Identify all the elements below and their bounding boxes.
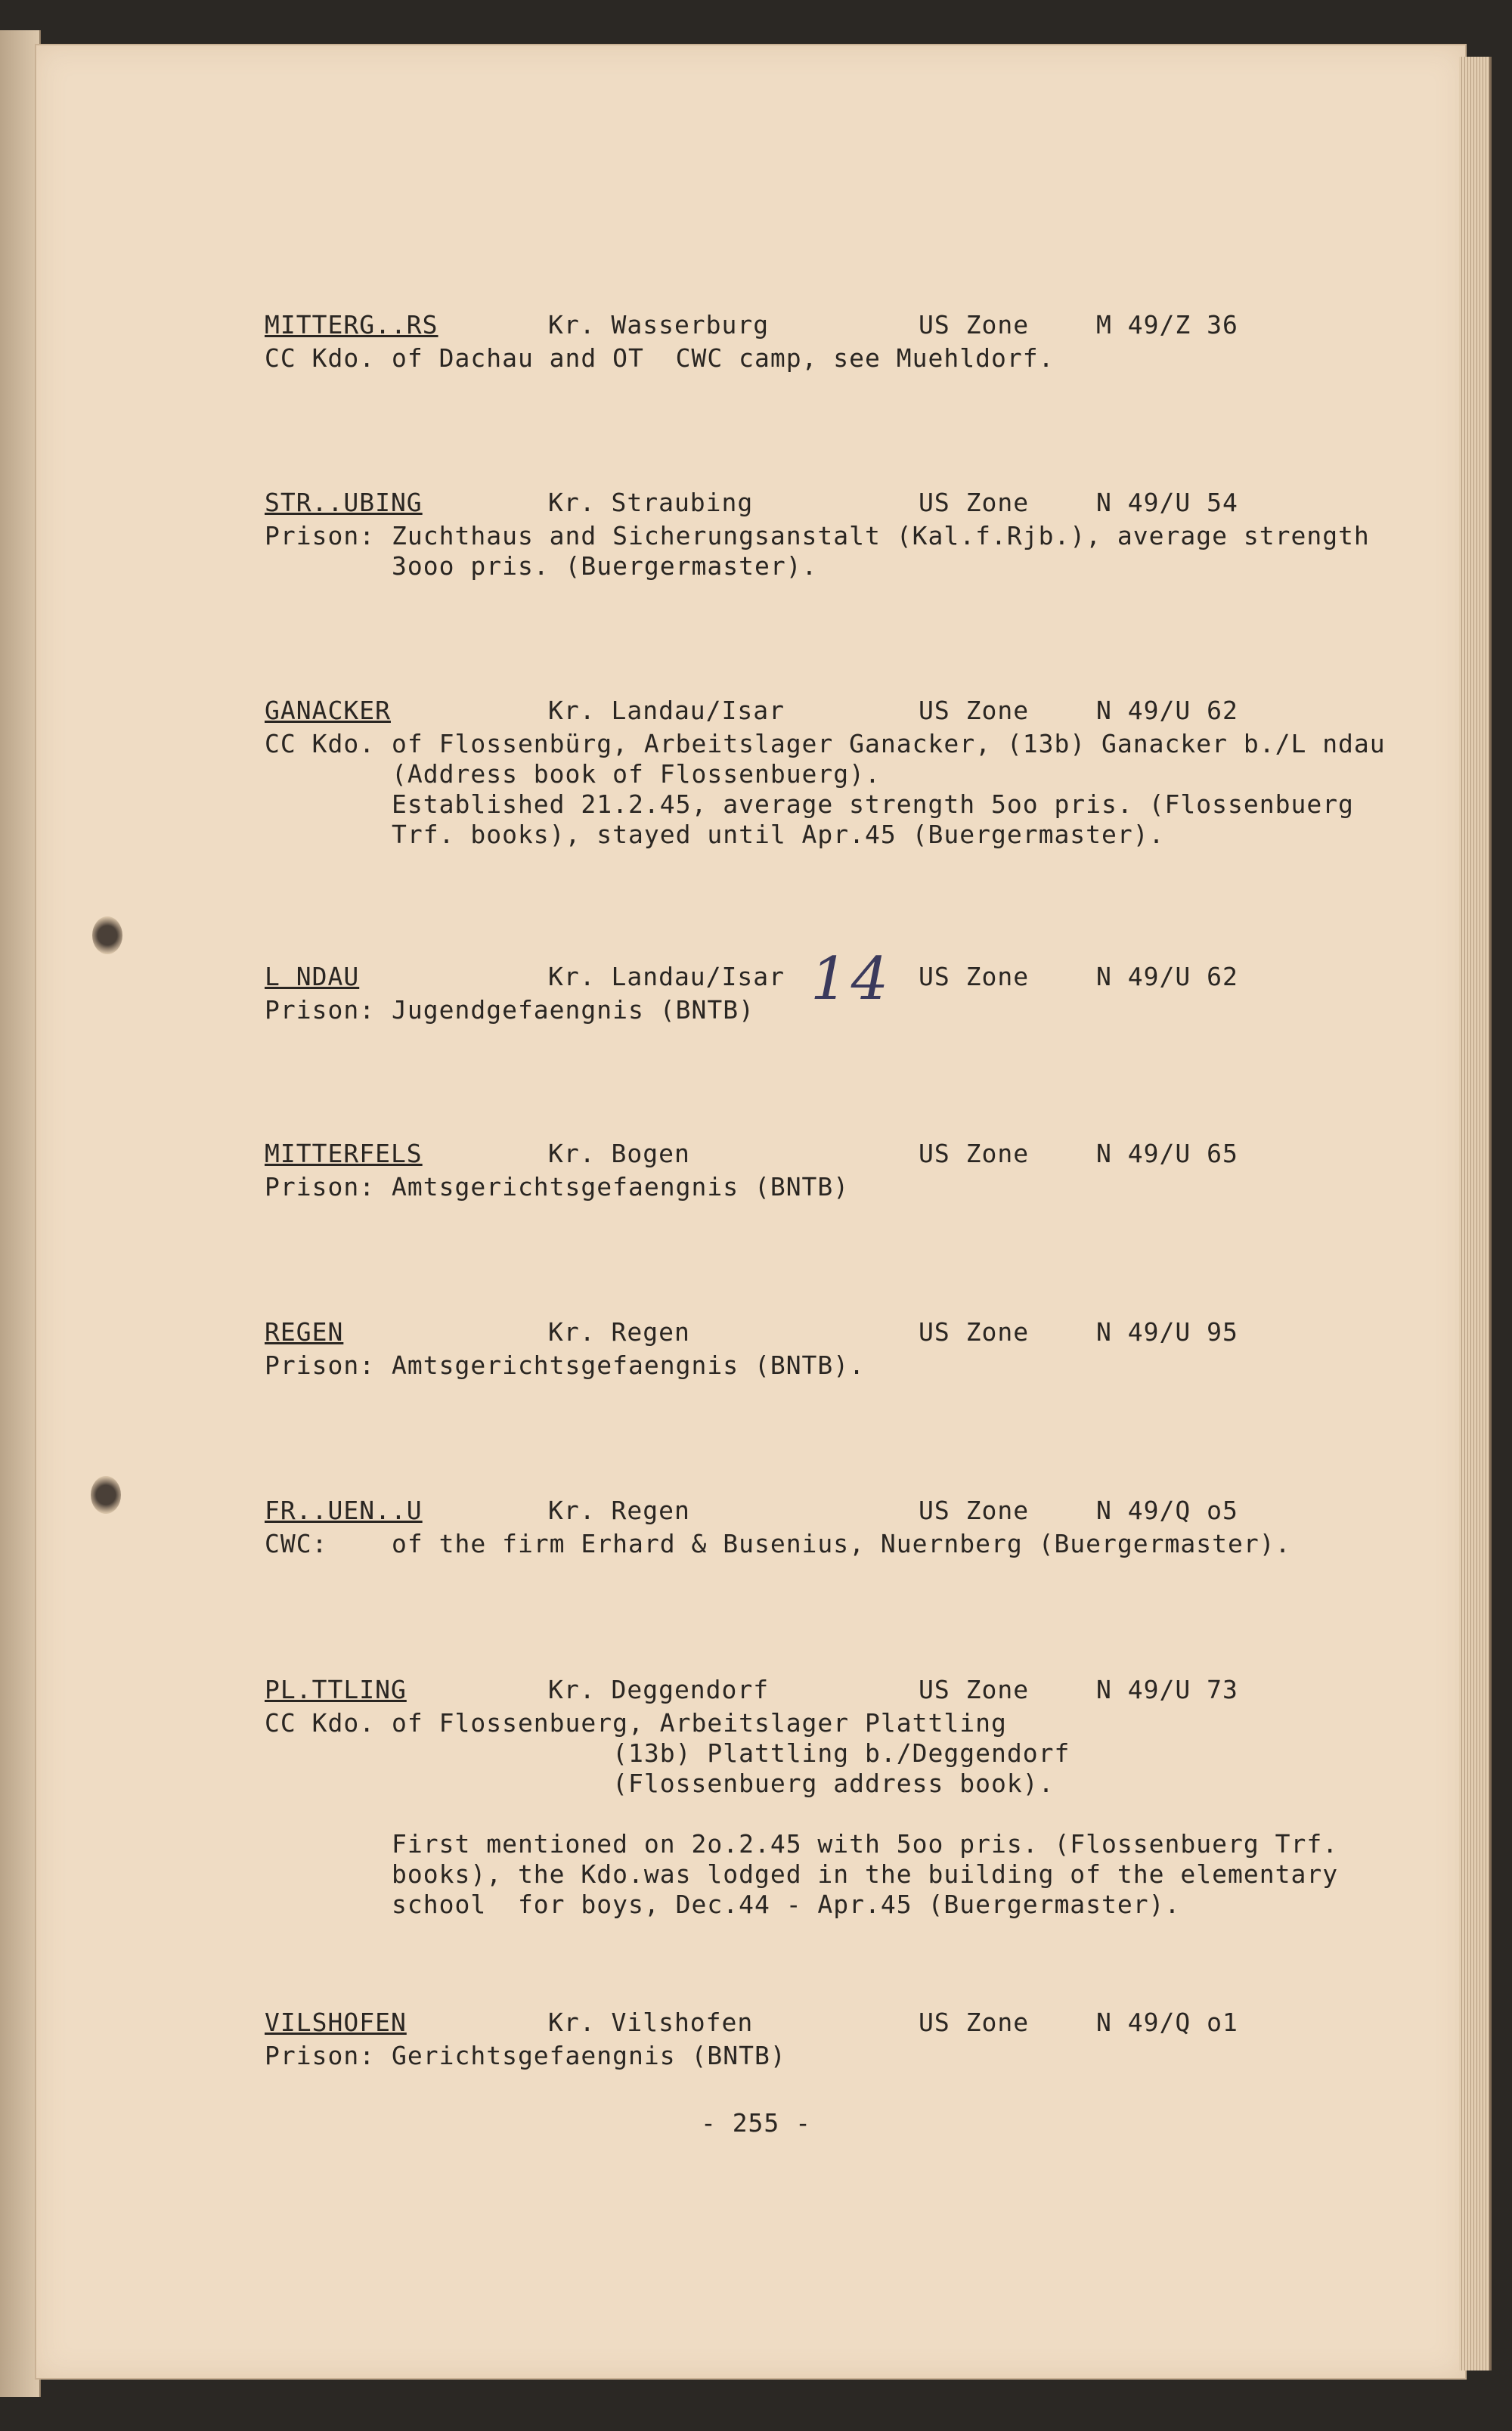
entry-body — [265, 1529, 1338, 1559]
grid-reference: N 49/U 54 — [1096, 488, 1238, 517]
zone: US Zone — [919, 2008, 1030, 2037]
place-name: STR..UBING — [265, 488, 423, 517]
entry-label: Prison: — [265, 2041, 376, 2070]
entry-body — [265, 1708, 1338, 1920]
entry-text: Jugendgefaengnis (BNTB) — [392, 995, 754, 1025]
zone: US Zone — [919, 1317, 1030, 1347]
entry-text: 3ooo pris. (Buergermaster). — [392, 551, 818, 581]
entry-text: of Dachau and OT CWC camp, see Muehldorf. — [392, 343, 1055, 373]
grid-reference: N 49/U 62 — [1096, 696, 1238, 725]
entry-text: (Address book of Flossenbuerg). — [392, 759, 881, 789]
entry-line — [265, 521, 1370, 551]
grid-reference: N 49/U 62 — [1096, 962, 1238, 991]
zone: US Zone — [919, 1139, 1030, 1168]
district: Kr. Deggendorf — [548, 1675, 770, 1704]
page-number: - 255 - — [700, 2108, 812, 2138]
place-name: L NDAU — [265, 962, 360, 991]
entry-line — [265, 2041, 1338, 2071]
entry-label: CC Kdo. — [265, 729, 376, 758]
entry-body — [265, 343, 1338, 374]
entry-body — [265, 2041, 1338, 2071]
entry-line — [265, 1350, 1338, 1381]
grid-reference: N 49/Q o1 — [1096, 2008, 1238, 2037]
grid-reference: N 49/Q o5 — [1096, 1496, 1238, 1525]
entry-body — [265, 1350, 1338, 1381]
punch-hole-bottom — [91, 1476, 121, 1514]
district: Kr. Regen — [548, 1317, 690, 1347]
entry — [265, 310, 1338, 374]
entry — [265, 2008, 1338, 2071]
place-name: GANACKER — [265, 696, 391, 725]
entry-line — [265, 1859, 1338, 1890]
grid-reference: N 49/U 95 — [1096, 1317, 1238, 1347]
entry-text: Zuchthaus and Sicherungsanstalt (Kal.f.Rjb.), average strength — [392, 521, 1370, 550]
entry-line — [265, 1769, 1338, 1799]
entry-label: Prison: — [265, 995, 376, 1025]
grid-reference: N 49/U 73 — [1096, 1675, 1238, 1704]
entry-text: school for boys, Dec.44 - Apr.45 (Buergermaster). — [392, 1890, 1181, 1919]
entry-label: CWC: — [265, 1529, 328, 1558]
entry-text: (Flossenbuerg address book). — [392, 1769, 1055, 1798]
entry-label: Prison: — [265, 1172, 376, 1202]
entry-line — [265, 1799, 1338, 1829]
place-name: REGEN — [265, 1317, 344, 1347]
entry-text: Amtsgerichtsgefaengnis (BNTB). — [392, 1350, 866, 1380]
entry-text: Established 21.2.45, average strength 5oo pris. (Flossenbuerg — [392, 789, 1354, 819]
entry-line — [265, 1172, 1338, 1202]
entry-text: of the firm Erhard & Busenius, Nuernberg (Buergermaster). — [392, 1529, 1291, 1558]
place-name: MITTERG..RS — [265, 310, 438, 340]
district: Kr. Straubing — [548, 488, 754, 517]
entry-text: Amtsgerichtsgefaengnis (BNTB) — [392, 1172, 850, 1202]
entry — [265, 1496, 1338, 1559]
entry-text: First mentioned on 2o.2.45 with 5oo pris. (Flossenbuerg Trf. — [392, 1829, 1339, 1859]
entry — [265, 1139, 1338, 1202]
entry-label: CC Kdo. — [265, 1708, 376, 1738]
handwritten-mark: 14 — [810, 945, 892, 1013]
entry-body — [265, 995, 1338, 1025]
grid-reference: M 49/Z 36 — [1096, 310, 1238, 340]
place-name: PL.TTLING — [265, 1675, 407, 1704]
entry-text: of Flossenbürg, Arbeitslager Ganacker, (13b) Ganacker b./L ndau — [392, 729, 1386, 758]
zone: US Zone — [919, 696, 1030, 725]
entry-line — [265, 729, 1386, 759]
place-name: MITTERFELS — [265, 1139, 423, 1168]
entry-body — [265, 729, 1386, 850]
entry-label: Prison: — [265, 1350, 376, 1380]
district: Kr. Landau/Isar — [548, 962, 785, 991]
district: Kr. Vilshofen — [548, 2008, 754, 2037]
entry-line — [265, 1890, 1338, 1920]
entry-text: (13b) Plattling b./Deggendorf — [392, 1738, 1070, 1768]
entry — [265, 696, 1386, 850]
entry-body — [265, 521, 1370, 581]
zone: US Zone — [919, 962, 1030, 991]
entry-text: books), the Kdo.was lodged in the building of the elementary — [392, 1859, 1339, 1889]
entry-label: CC Kdo. — [265, 343, 376, 373]
zone: US Zone — [919, 488, 1030, 517]
punch-hole-top — [92, 916, 122, 954]
district: Kr. Bogen — [548, 1139, 690, 1168]
entry-text: Trf. books), stayed until Apr.45 (Buergermaster). — [392, 820, 1165, 849]
entry-text: of Flossenbuerg, Arbeitslager Plattling — [392, 1708, 1007, 1738]
entry-line — [265, 789, 1354, 820]
entry-line — [265, 551, 1338, 581]
entry-line — [265, 820, 1338, 850]
entry-label: Prison: — [265, 521, 376, 550]
zone: US Zone — [919, 1675, 1030, 1704]
page-stack-edge — [1459, 57, 1492, 2371]
entry — [265, 488, 1370, 581]
district: Kr. Regen — [548, 1496, 690, 1525]
grid-reference: N 49/U 65 — [1096, 1139, 1238, 1168]
entry-line — [265, 759, 1338, 789]
entry-line — [265, 995, 1338, 1025]
entry — [265, 1317, 1338, 1381]
entry-line — [265, 343, 1338, 374]
place-name: VILSHOFEN — [265, 2008, 407, 2037]
district: Kr. Wasserburg — [548, 310, 770, 340]
entry — [265, 962, 1338, 1025]
district: Kr. Landau/Isar — [548, 696, 785, 725]
entry-line — [265, 1708, 1338, 1738]
entry-text: Gerichtsgefaengnis (BNTB) — [392, 2041, 786, 2070]
entry-line — [265, 1738, 1338, 1769]
entry — [265, 1675, 1338, 1920]
entry-body — [265, 1172, 1338, 1202]
zone: US Zone — [919, 1496, 1030, 1525]
zone: US Zone — [919, 310, 1030, 340]
place-name: FR..UEN..U — [265, 1496, 423, 1525]
entry-line — [265, 1829, 1338, 1859]
entry-line — [265, 1529, 1338, 1559]
